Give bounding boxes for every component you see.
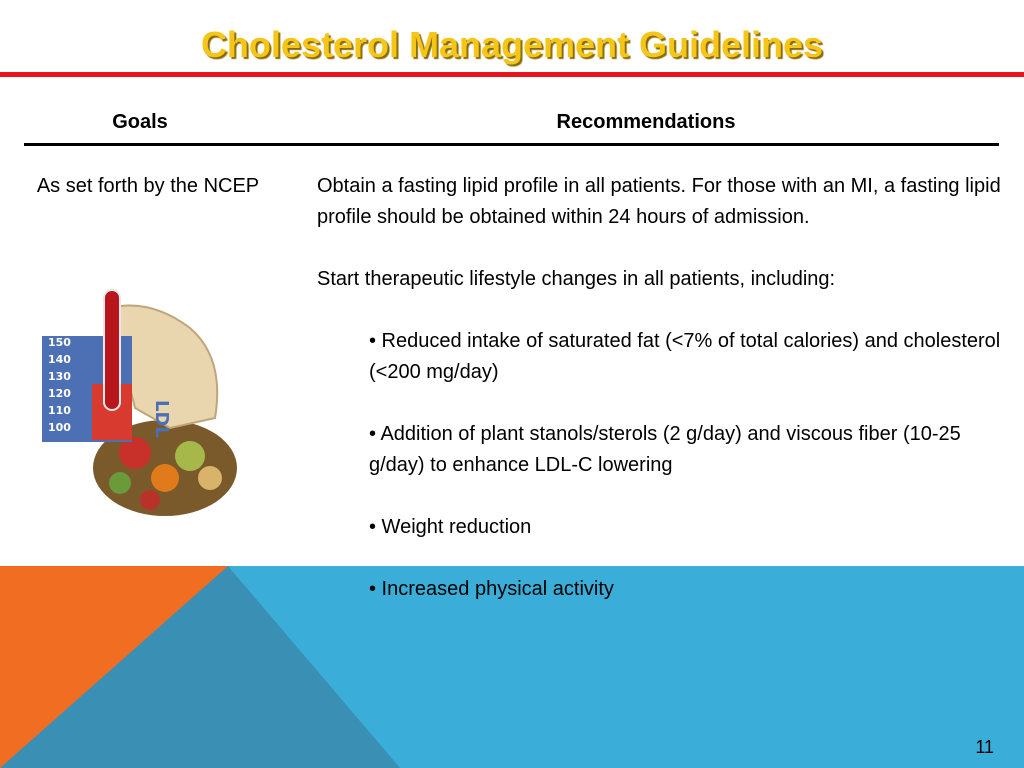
scale-label-100: 100 bbox=[48, 421, 71, 434]
slide-title: Cholesterol Management Guidelines bbox=[200, 24, 824, 65]
list-item: • Addition of plant stanols/sterols (2 g/day) and viscous fiber (10-25 g/day) to enhance LDL-C lowering bbox=[369, 423, 961, 476]
ldl-tube-label: LDL bbox=[151, 400, 172, 438]
slide-number: 11 bbox=[975, 737, 994, 757]
goals-column-header: Goals bbox=[112, 111, 168, 133]
recommendations-body bbox=[317, 171, 1007, 636]
lettuce-shape bbox=[175, 441, 205, 471]
table-header-rule bbox=[24, 143, 999, 146]
lifestyle-list bbox=[317, 326, 1007, 605]
scale-label-140: 140 bbox=[48, 353, 71, 366]
list-item: • Weight reduction bbox=[369, 516, 532, 538]
blood-tube-shape bbox=[104, 290, 120, 410]
goal-text: As set forth by the NCEP bbox=[36, 175, 260, 197]
bread-shape bbox=[198, 466, 222, 490]
recommendation-paragraph: Start therapeutic lifestyle changes in all patients, including: bbox=[317, 268, 836, 290]
cholesterol-illustration bbox=[40, 288, 240, 520]
orange-fruit-shape bbox=[151, 464, 179, 492]
list-item: • Reduced intake of saturated fat (<7% of total calories) and cholesterol (<200 mg/day) bbox=[369, 330, 1001, 383]
scale-label-120: 120 bbox=[48, 387, 71, 400]
title-underline bbox=[0, 72, 1024, 77]
tomato-shape bbox=[140, 490, 160, 510]
scale-label-150: 150 bbox=[48, 336, 71, 349]
scale-label-110: 110 bbox=[48, 404, 71, 417]
recommendation-paragraph: Obtain a fasting lipid profile in all patients. For those with an MI, a fasting lipid profile should be obtained within 24 hours of admission. bbox=[317, 175, 1001, 228]
scale-label-130: 130 bbox=[48, 370, 71, 383]
vegetable-shape bbox=[109, 472, 131, 494]
recommendations-column-header: Recommendations bbox=[556, 111, 736, 133]
list-item: • Increased physical activity bbox=[369, 578, 614, 600]
